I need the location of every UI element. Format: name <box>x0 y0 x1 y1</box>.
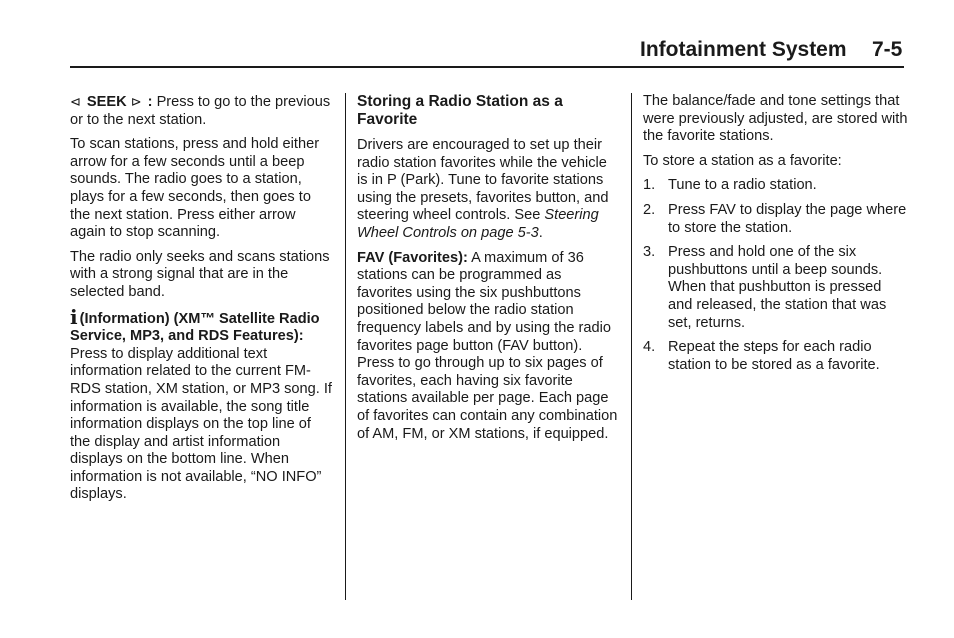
step-number: 1. <box>643 177 656 194</box>
steps-list <box>643 177 908 374</box>
balance-paragraph: The balance/fade and tone settings that were previously adjusted, are stored with the favorite stations. <box>643 93 908 145</box>
intro-end: . <box>538 224 543 241</box>
scan-note-paragraph: The radio only seeks and scans stations with a strong signal that are in the selected band. <box>70 248 330 300</box>
list-item <box>643 339 908 374</box>
info-text: Press to display additional text information related to the current FM-RDS station, XM station, or MP3 song. If information is available, the song title information displays on the top line of the display and artist information displays on the bottom line. When information is not available, “NO INFO” displays. <box>70 345 332 503</box>
step-text: Tune to a radio station. <box>668 177 817 194</box>
step-number: 4. <box>643 339 656 356</box>
fav-label: FAV (Favorites): <box>357 249 468 266</box>
section-title: Infotainment System <box>640 38 847 61</box>
info-paragraph <box>70 304 332 505</box>
seek-colon: : <box>147 94 153 110</box>
column-2 <box>357 93 619 450</box>
intro-text: Drivers are encouraged to set up their radio station favorites while the vehicle is in P (Park). Tune to favorite stations using the presets, favorites button, and steering wheel controls. See <box>357 137 609 224</box>
column-3 <box>643 93 908 381</box>
step-text: Repeat the steps for each radio station to be stored as a favorite. <box>668 339 880 373</box>
info-label: (Information) (XM™ Satellite Radio Service, MP3, and RDS Features): <box>70 310 320 345</box>
step-text: Press FAV to display the page where to store the station. <box>668 201 907 236</box>
cross-reference-link[interactable]: Steering Wheel Controls on page 5‑3 <box>357 207 599 241</box>
page-number: 7-5 <box>872 38 903 61</box>
column-1 <box>70 93 332 511</box>
column-divider <box>631 93 632 600</box>
header-divider <box>70 66 904 68</box>
fav-text: A maximum of 36 stations can be programmed as favorites using the six pushbuttons positioned below the radio station frequency labels and by using the radio favorites page button (FAV button). Press to go through up to six pages of favorites, each having six favorite stations available per page. Each page of favorites can contain any combination of AM, FM, or XM stations, if equipped. <box>357 249 618 442</box>
seek-previous-icon: ⊲ <box>70 94 81 109</box>
seek-text: Press to go to the previous or to the next station. <box>70 94 331 128</box>
list-item <box>643 202 908 237</box>
intro-paragraph <box>357 137 619 243</box>
step-text: Press and hold one of the six pushbuttons until a beep sounds. When that pushbutton is pressed and released, the station that was set, returns. <box>668 244 887 331</box>
page-header <box>640 38 903 62</box>
step-number: 3. <box>643 244 656 261</box>
store-intro: To store a station as a favorite: <box>643 152 842 169</box>
seek-label: SEEK <box>86 94 127 110</box>
scan-paragraph: To scan stations, press and hold either arrow for a few seconds until a beep sounds. The radio goes to a station, plays for a few seconds, then goes to the next station. Press either arrow again to stop scanning. <box>70 136 320 241</box>
information-icon: i <box>70 304 78 329</box>
seek-paragraph <box>70 93 332 129</box>
step-number: 2. <box>643 201 656 218</box>
list-item <box>643 244 908 332</box>
list-item <box>643 177 908 195</box>
column-divider <box>345 93 346 600</box>
seek-next-icon: ⊳ <box>130 94 142 109</box>
section-heading: Storing a Radio Station as a Favorite <box>357 93 563 128</box>
fav-paragraph <box>357 250 619 444</box>
